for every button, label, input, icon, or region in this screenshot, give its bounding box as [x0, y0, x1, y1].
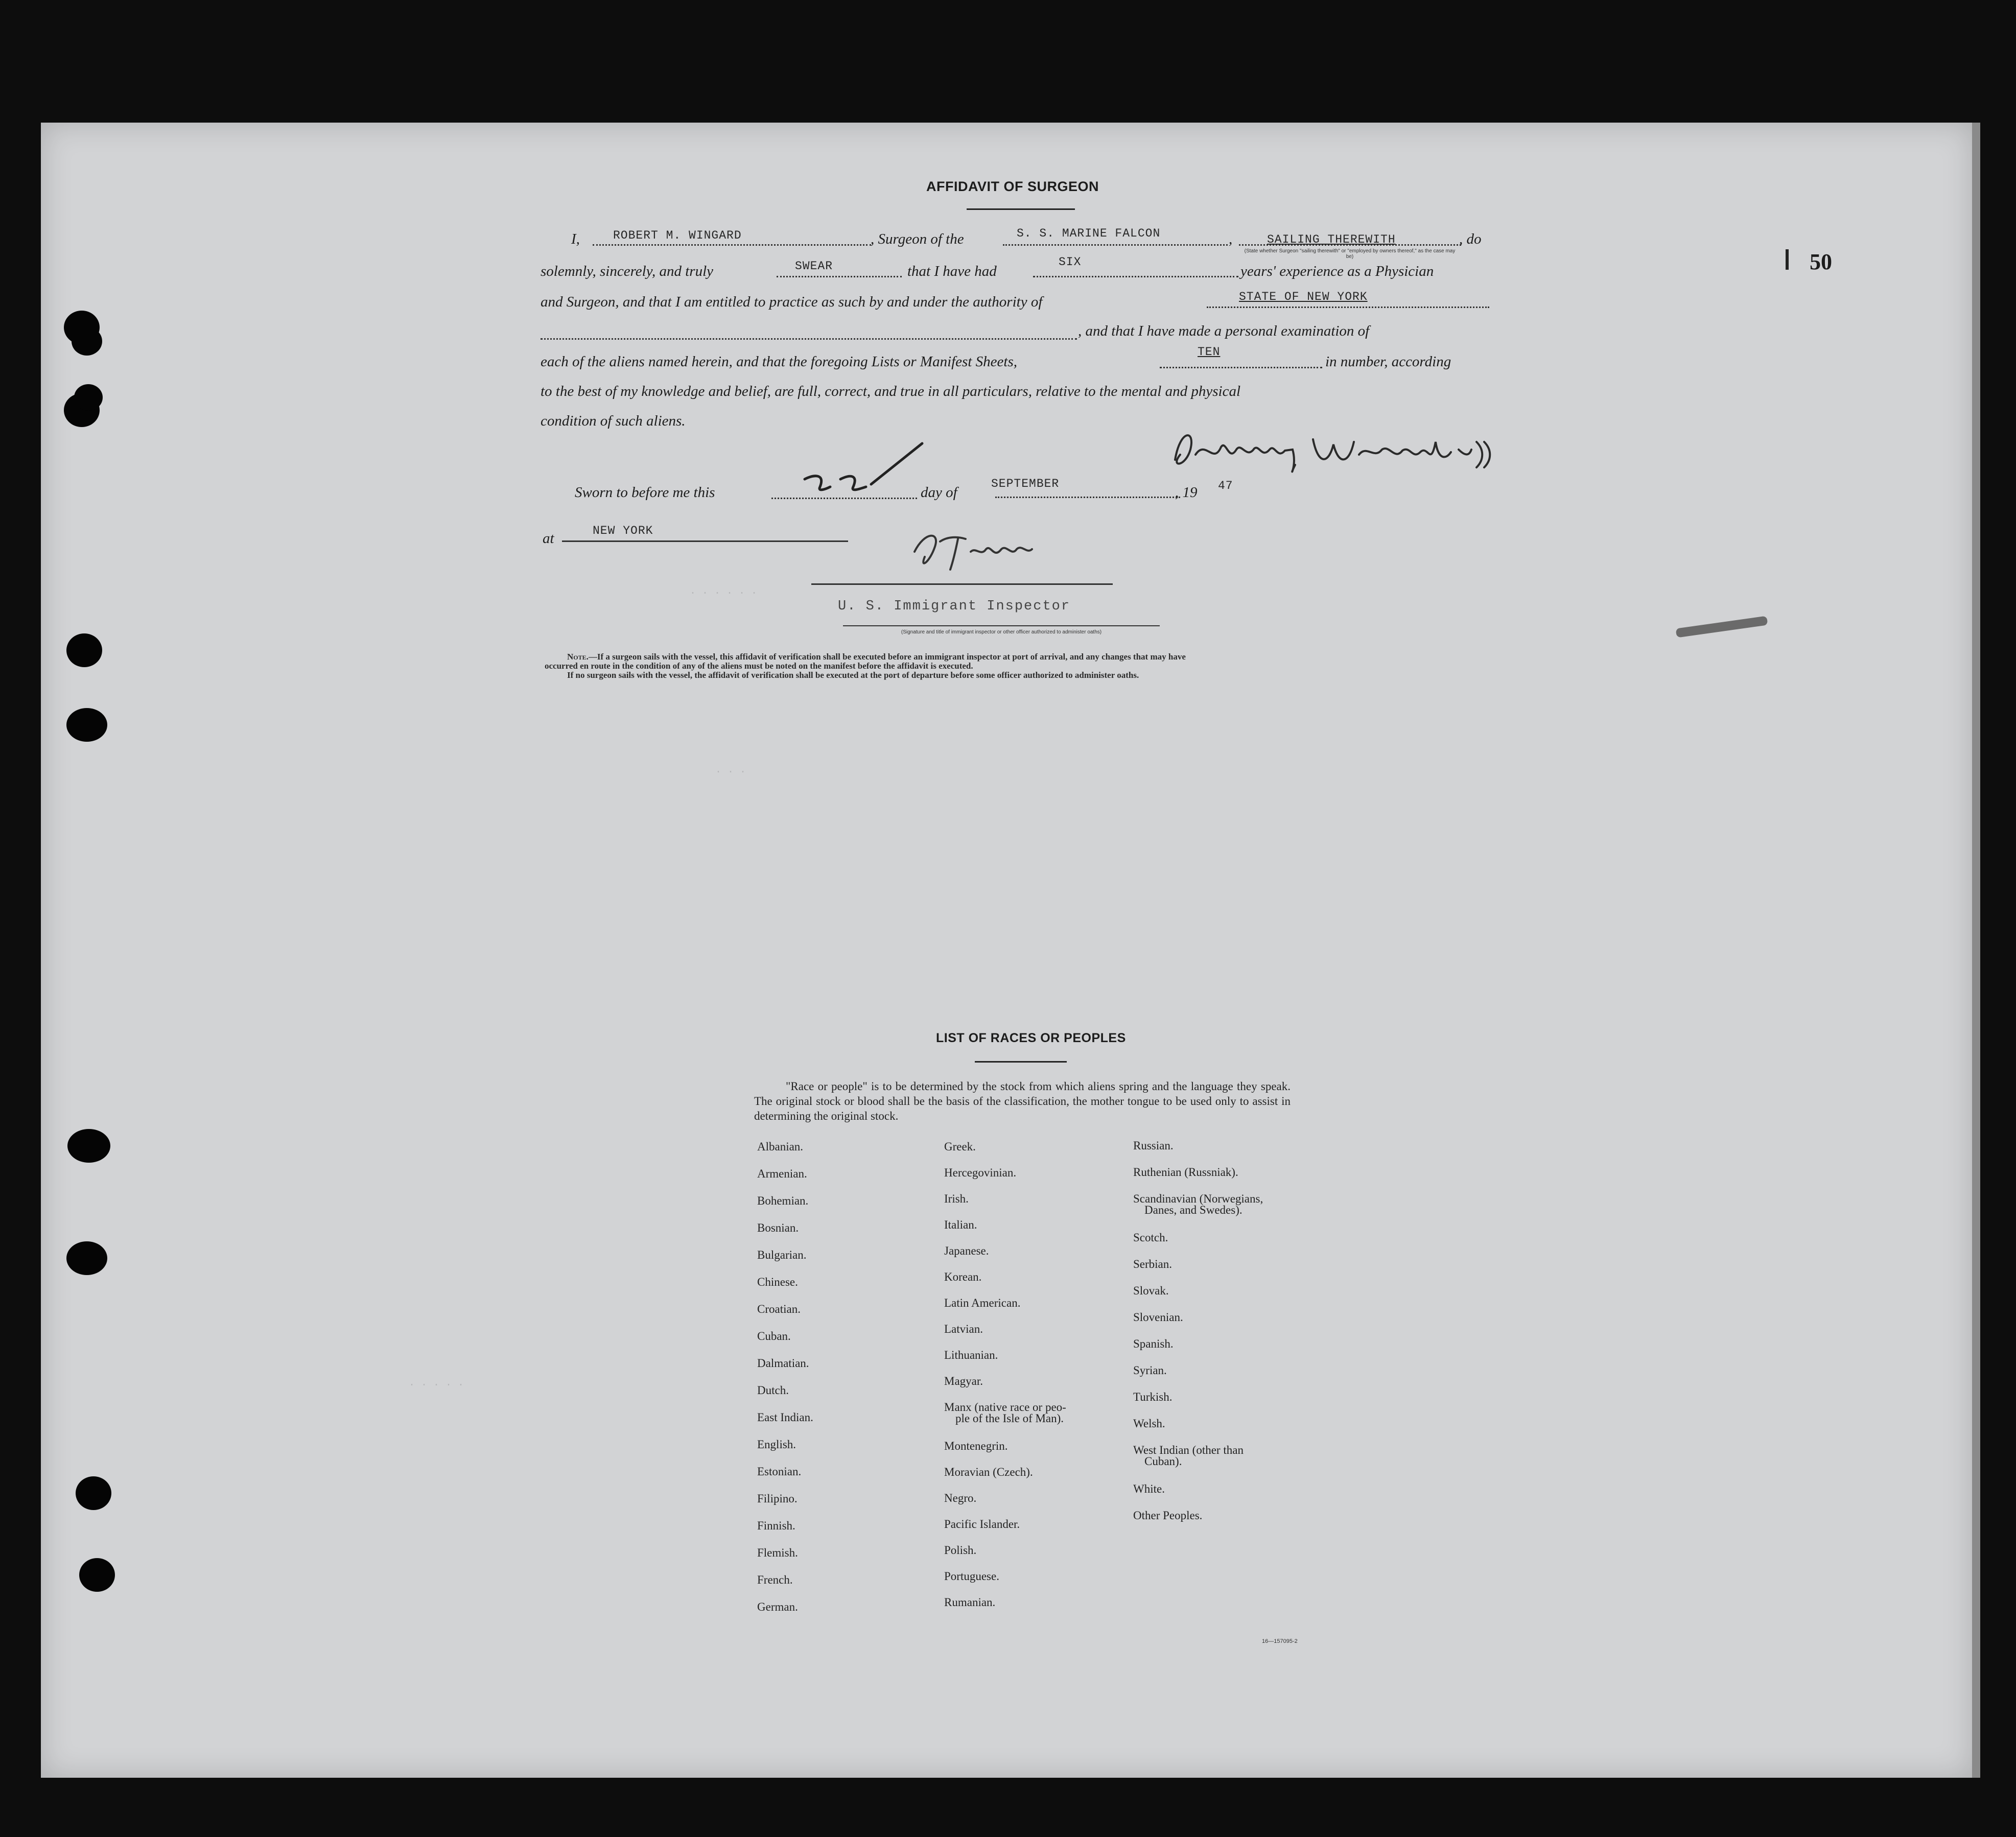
races-title: LIST OF RACES OR PEOPLES — [936, 1031, 1126, 1045]
field-line — [541, 338, 1077, 340]
oath-verb-field: SWEAR — [795, 260, 833, 273]
field-line — [1033, 276, 1238, 277]
race-entry: Welsh. — [1133, 1417, 1165, 1430]
surgeon-signature — [1165, 419, 1502, 485]
sheet-edge — [1972, 123, 1980, 1778]
binder-hole — [66, 633, 102, 667]
race-entry: Syrian. — [1133, 1364, 1167, 1377]
race-entry: French. — [757, 1573, 793, 1586]
race-entry: Latvian. — [944, 1323, 983, 1335]
race-entry: Slovenian. — [1133, 1311, 1183, 1324]
note-line-1 — [567, 652, 1186, 662]
race-entry: Portuguese. — [944, 1570, 999, 1583]
year-field: 47 — [1218, 479, 1233, 492]
affidavit-line5-pre: each of the aliens named herein, and that the foregoing Lists or Manifest Sheets, — [541, 354, 1017, 370]
binder-hole — [66, 708, 107, 742]
race-entry: West Indian (other than — [1133, 1444, 1244, 1456]
race-entry: Spanish. — [1133, 1337, 1174, 1350]
field-line — [562, 540, 848, 542]
authority-field: STATE OF NEW YORK — [1239, 290, 1368, 303]
affidavit-line2-pre: solemnly, sincerely, and truly — [541, 263, 714, 279]
race-entry: East Indian. — [757, 1411, 813, 1424]
field-line — [777, 276, 902, 277]
sworn-pre: Sworn to before me this — [575, 484, 715, 501]
note-line-3: If no surgeon sails with the vessel, the affidavit of verification shall be executed at the port of departure before some officer authorized to administer oaths. — [567, 670, 1139, 680]
affidavit-line7: condition of such aliens. — [541, 413, 686, 429]
surgeon-name-field: ROBERT M. WINGARD — [613, 229, 742, 242]
capacity-hint: (State whether Surgeon "sailing therewith" or "employed by owners thereof," as the case may be) — [1244, 248, 1456, 260]
affidavit-line4: , and that I have made a personal examination of — [1078, 323, 1370, 339]
race-entry: Rumanian. — [944, 1596, 996, 1609]
race-entry: Ruthenian (Russniak). — [1133, 1166, 1238, 1179]
affidavit-line1-pre: I, — [571, 231, 580, 247]
race-entry: Danes, and Swedes). — [1144, 1204, 1243, 1216]
binder-hole — [76, 1476, 111, 1510]
inspector-title: U. S. Immigrant Inspector — [838, 599, 1071, 614]
race-entry: Turkish. — [1133, 1391, 1173, 1403]
sworn-day-label: day of — [921, 484, 957, 501]
bleed-through: · · · — [715, 766, 746, 778]
affidavit-line2-mid: that I have had — [907, 263, 997, 279]
race-entry: Japanese. — [944, 1244, 989, 1257]
binder-hole — [66, 1241, 107, 1275]
race-entry: Magyar. — [944, 1375, 983, 1387]
title-line — [843, 625, 1160, 626]
race-entry: Albanian. — [757, 1140, 804, 1153]
race-entry: Montenegrin. — [944, 1440, 1008, 1452]
affidavit-line3-pre: and Surgeon, and that I am entitled to practice as such by and under the authority of — [541, 294, 1043, 310]
race-entry: Chinese. — [757, 1276, 798, 1288]
race-entry: Lithuanian. — [944, 1349, 998, 1361]
race-entry: Filipino. — [757, 1492, 798, 1505]
binder-hole — [79, 1558, 115, 1592]
field-line — [1003, 244, 1228, 246]
form-number: 16—157095-2 — [1262, 1638, 1298, 1644]
race-entry: Flemish. — [757, 1546, 798, 1559]
race-entry: Pacific Islander. — [944, 1518, 1020, 1530]
affidavit-line1-mid: , Surgeon of the — [871, 231, 964, 247]
page-number: 50 — [1810, 249, 1832, 274]
comma: , — [1229, 231, 1233, 247]
race-entry: Serbian. — [1133, 1258, 1173, 1270]
years-field: SIX — [1059, 255, 1082, 269]
race-entry: Scandinavian (Norwegians, — [1133, 1192, 1263, 1205]
race-entry: White. — [1133, 1482, 1165, 1495]
field-line — [1207, 307, 1489, 308]
month-field: SEPTEMBER — [991, 477, 1060, 490]
race-entry: English. — [757, 1438, 796, 1451]
year-prefix: , 19 — [1175, 484, 1198, 501]
race-entry: Manx (native race or peo- — [944, 1401, 1066, 1414]
field-line — [593, 244, 871, 246]
race-entry: Bulgarian. — [757, 1249, 807, 1261]
day-handwritten — [794, 438, 932, 500]
note-label: Note. — [567, 652, 589, 662]
race-entry: Italian. — [944, 1218, 977, 1231]
race-entry: Other Peoples. — [1133, 1509, 1203, 1522]
binder-hole — [74, 384, 103, 411]
field-line — [995, 497, 1180, 498]
race-entry: Polish. — [944, 1544, 977, 1557]
race-entry: Greek. — [944, 1140, 976, 1153]
race-entry: Moravian (Czech). — [944, 1466, 1033, 1478]
inspector-hint: (Signature and title of immigrant inspector or other officer authorized to administer oaths) — [901, 629, 1102, 635]
signature-line — [811, 583, 1113, 585]
race-entry: Russian. — [1133, 1139, 1174, 1152]
race-entry: Dutch. — [757, 1384, 789, 1397]
bleed-through: · · · · · — [409, 1379, 464, 1391]
title-underline — [967, 208, 1075, 210]
race-entry: ple of the Isle of Man). — [955, 1412, 1064, 1425]
place-field: NEW YORK — [593, 524, 653, 537]
race-entry: Estonian. — [757, 1465, 802, 1478]
races-title-underline — [975, 1061, 1067, 1063]
affidavit-title: AFFIDAVIT OF SURGEON — [926, 179, 1099, 194]
at-label: at — [543, 530, 554, 547]
binder-hole — [67, 1129, 110, 1163]
race-entry: Bohemian. — [757, 1194, 809, 1207]
race-entry: Korean. — [944, 1270, 982, 1283]
affidavit-line5-post: in number, according — [1325, 354, 1451, 370]
vessel-name-field: S. S. MARINE FALCON — [1017, 227, 1161, 240]
races-intro: "Race or people" is to be determined by the stock from which aliens spring and the language they speak. The original stock or blood shall be the basis of the classification, the mother tongue to be used only to assist in determining the original stock. — [754, 1080, 1291, 1122]
note-text: —If a surgeon sails with the vessel, this affidavit of verification shall be executed before an immigrant inspector at port of arrival, and any changes that may have — [588, 652, 1186, 662]
race-entry: Armenian. — [757, 1167, 807, 1180]
race-entry: Negro. — [944, 1492, 977, 1504]
race-entry: Cuban. — [757, 1330, 791, 1343]
race-entry: Slovak. — [1133, 1284, 1169, 1297]
race-entry: German. — [757, 1600, 798, 1613]
race-entry: Finnish. — [757, 1519, 795, 1532]
affidavit-line2-post: years' experience as a Physician — [1240, 263, 1434, 279]
inspector-signature — [909, 521, 1042, 572]
note-line-2: occurred en route in the condition of any of the aliens must be noted on the manifest before the affidavit is executed. — [545, 661, 973, 671]
capacity-field: SAILING THEREWITH — [1267, 233, 1396, 246]
bleed-through: · · · · · · — [690, 587, 758, 599]
affidavit-line6: to the best of my knowledge and belief, are full, correct, and true in all particulars, relative to the mental and physical — [541, 383, 1241, 399]
race-entry: Cuban). — [1144, 1455, 1182, 1468]
race-entry: Irish. — [944, 1192, 969, 1205]
race-entry: Hercegovinian. — [944, 1166, 1017, 1179]
field-line — [1160, 367, 1322, 368]
race-entry: Croatian. — [757, 1303, 801, 1315]
race-entry: Scotch. — [1133, 1231, 1168, 1244]
binder-hole — [72, 327, 102, 356]
affidavit-line1-post: , do — [1459, 231, 1482, 247]
page-tick — [1786, 249, 1789, 270]
race-entry: Latin American. — [944, 1297, 1021, 1309]
sheets-field: TEN — [1198, 345, 1221, 359]
race-entry: Dalmatian. — [757, 1357, 809, 1370]
race-entry: Bosnian. — [757, 1221, 799, 1234]
